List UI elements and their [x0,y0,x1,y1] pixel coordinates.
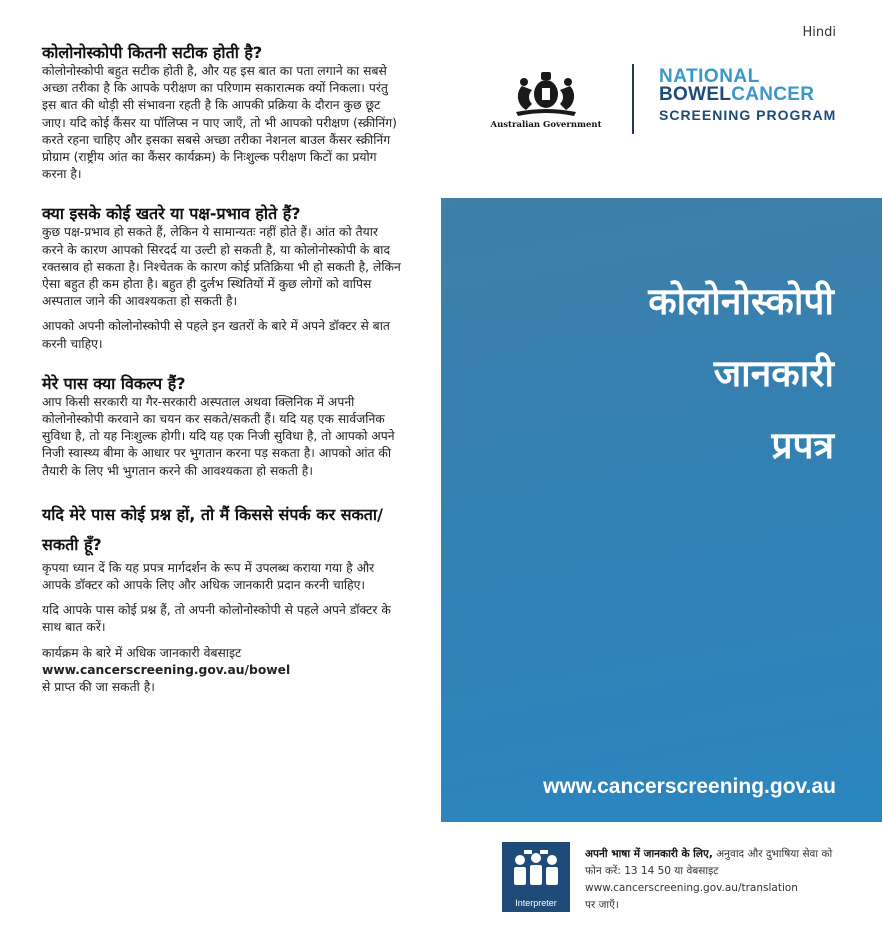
program-logo-line3: SCREENING PROGRAM [659,107,837,123]
australian-government-crest [486,64,606,136]
program-logo-line2: BOWELCANCER [659,84,815,105]
section-accuracy [42,42,402,183]
government-name: Australian Government [490,120,602,130]
section-paragraph: आप किसी सरकारी या गैर-सरकारी अस्पताल अथवा क्लिनिक में अपनी कोलोनोस्कोपी करवाने का चयन कर सकते/सकती हैं। यदि यह एक सार्वजनिक सुविधा है, तो यह निःशुल्क होगी। यदि यह एक निजी सुविधा है, तो आपको अपने निजी स्वास्थ्य बीमा के आधार पर भुगतान करना पड़ सकता है। आपको आंत की तैयारी के लिए भी भुगतान करने की आवश्यकता हो सकती है। [42,394,395,478]
more-info-paragraph: कार्यक्रम के बारे में अधिक जानकारी वेबसाइट www.cancerscreening.gov.au/bowel से प्राप्त की जा सकती है। [42,645,402,697]
interpreter-badge [502,842,570,912]
section-risks [42,203,402,352]
program-logo [659,68,839,124]
section-paragraph: कोलोनोस्कोपी बहुत सटीक होती है, और यह इस बात का पता लगाने का सबसे अच्छा तरीका है कि आपके परीक्षण का परिणाम सकारात्मक क्यों निकला। परंतु इस बात की थोड़ी सी संभावना रहती है कि आपकी प्रक्रिया के दौरान कुछ छूट जाए। यदि कोई कैंसर या पॉलिप्स न पाए जाएँ, तो भी आपको परीक्षण (स्क्रीनिंग) करते रहना चाहिए और इसका सबसे अच्छा तरीका नेशनल बाउल कैंसर स्क्रीनिंग प्रोग्राम (राष्ट्रीय आंत का कैंसर कार्यक्रम) के निःशुल्क परीक्षण किटों का प्रयोग करना है। [42,64,397,182]
interpreter-icon [502,842,570,892]
title-panel [441,198,882,822]
section-paragraph: यदि आपके पास कोई प्रश्न हैं, तो अपनी कोलोनोस्कोपी से पहले अपने डॉक्टर के साथ बात करें। [42,603,391,635]
interpreter-label: Interpreter [515,898,557,908]
translation-url-link[interactable]: www.cancerscreening.gov.au/translation [585,882,798,894]
section-heading: यदि मेरे पास कोई प्रश्न हों, तो मैं किससे संपर्क कर सकता/सकती हूँ? [42,504,383,554]
section-heading: क्या इसके कोई खतरे या पक्ष-प्रभाव होते हैं? [42,204,301,224]
section-paragraph: आपको अपनी कोलोनोस्कोपी से पहले इन खतरों के बारे में अपने डॉक्टर से बात करनी चाहिए। [42,319,390,351]
section-contact [42,500,402,696]
section-paragraph: कुछ पक्ष-प्रभाव हो सकते हैं, लेकिन ये सामान्यतः नहीं होते हैं। आंत को तैयार करने के कारण आपको सिरदर्द या उल्टी हो सकती है, या कोलोनोस्कोपी के बाद रक्तस्राव हो सकता है। निश्चेतक के कारण कोई प्रतिक्रिया भी हो सकती है, लेकिन ऐसा बहुत ही कम होता है। बहुत ही दुर्लभ स्थितियों में कुछ लोगों को वापिस अस्पताल जाने की आवश्यकता हो सकती है। [42,225,401,309]
website-link[interactable]: www.cancerscreening.gov.au [543,775,836,798]
coat-of-arms-icon [486,64,606,120]
document-title: कोलोनोस्कोपी जानकारी प्रपत्र [648,280,834,467]
logo-divider [632,64,634,134]
bowel-url-link[interactable]: www.cancerscreening.gov.au/bowel [42,662,291,677]
program-logo-line1: NATIONAL [659,66,760,87]
language-label: Hindi [802,25,836,40]
header-logos [486,64,838,136]
section-heading: कोलोनोस्कोपी कितनी सटीक होती है? [42,43,263,62]
left-column [42,42,402,716]
section-paragraph: कृपया ध्यान दें कि यह प्रपत्र मार्गदर्शन के रूप में उपलब्ध कराया गया है और आपके डॉक्टर को आपके लिए और अधिक जानकारी प्रदान करनी चाहिए। [42,560,375,593]
section-options [42,373,402,480]
section-heading: मेरे पास क्या विकल्प हैं? [42,373,186,393]
interpreter-info: अपनी भाषा में जानकारी के लिए, अनुवाद और दुभाषिया सेवा को फोन करें: 13 14 50 या वेबसाइट www.cancerscreening.gov.au/translation पर जाएँ। [585,848,833,911]
